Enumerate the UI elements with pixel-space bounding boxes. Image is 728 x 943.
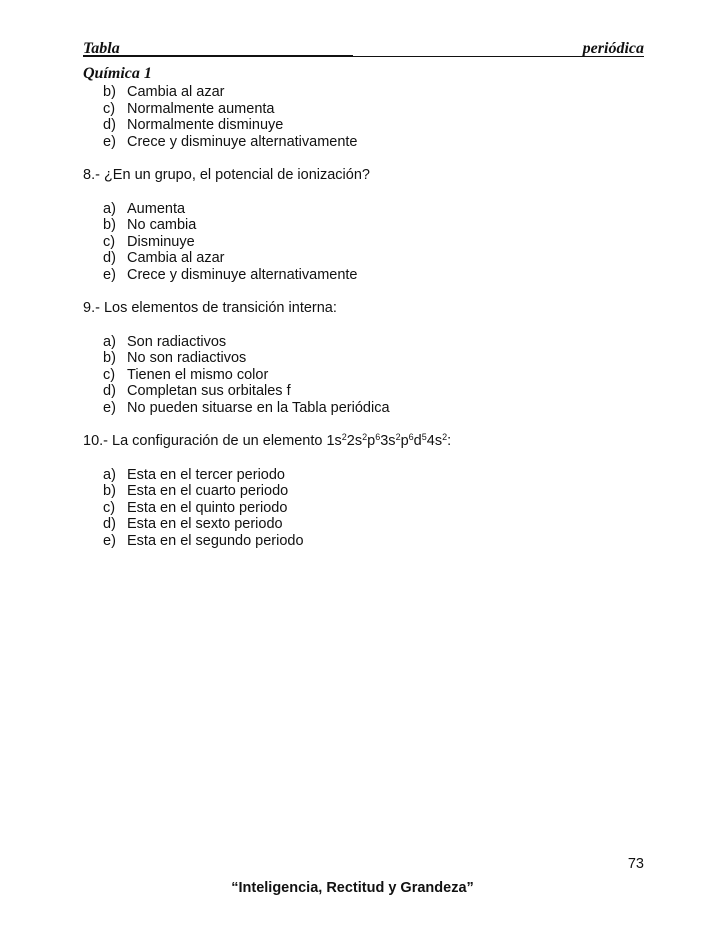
option-item [103, 217, 643, 234]
question-10-prefix: 10.- La configuración de un elemento [83, 433, 327, 449]
option-letter: e) [103, 266, 116, 283]
question-8: 8.- ¿En un grupo, el potencial de ionización? [83, 167, 370, 183]
option-text: Esta en el quinto periodo [127, 499, 288, 516]
config-term: 3s [380, 433, 396, 449]
q7-options [83, 84, 643, 150]
option-letter: a) [103, 333, 116, 350]
option-letter: c) [103, 366, 116, 383]
option-item [103, 516, 643, 533]
option-letter: c) [103, 499, 116, 516]
config-exponent: 2 [395, 432, 401, 442]
option-text: Son radiactivos [127, 333, 227, 350]
option-item [103, 334, 643, 351]
option-item [103, 117, 643, 134]
option-text: Disminuye [127, 233, 195, 250]
q10-options [83, 467, 643, 550]
option-item [103, 234, 643, 251]
config-exponent: 6 [375, 432, 381, 442]
question-9: 9.- Los elementos de transición interna: [83, 300, 337, 316]
q8-options [83, 201, 643, 284]
option-item [103, 500, 643, 517]
option-item [103, 201, 643, 218]
option-letter: b) [103, 350, 116, 366]
option-letter: d) [103, 516, 116, 532]
config-exponent: 2 [442, 432, 448, 442]
option-letter: e) [103, 532, 116, 549]
header-subtitle: Química 1 [83, 65, 152, 82]
option-item [103, 400, 643, 417]
option-text: Tienen el mismo color [127, 366, 269, 383]
config-term: p [367, 433, 376, 449]
option-letter: a) [103, 200, 116, 217]
option-text: No cambia [127, 217, 197, 233]
header-title-right: periódica [582, 40, 644, 57]
option-text: Normalmente disminuye [127, 117, 284, 133]
config-exponent: 5 [421, 432, 427, 442]
option-letter: b) [103, 483, 116, 499]
config-exponent: 2 [362, 432, 368, 442]
option-item [103, 134, 643, 151]
config-term: 1s [326, 433, 342, 449]
option-text: Aumenta [127, 200, 186, 217]
config-term: 4s [426, 433, 443, 449]
option-item [103, 84, 643, 101]
config-exponent: 2 [341, 432, 347, 442]
option-text: Esta en el cuarto periodo [127, 483, 289, 499]
config-term: p [400, 433, 409, 449]
header-title-left: Tabla [83, 40, 120, 57]
option-item [103, 383, 643, 400]
option-letter: c) [103, 100, 116, 117]
option-letter: d) [103, 250, 116, 266]
option-item [103, 101, 643, 118]
footer-motto: “Inteligencia, Rectitud y Grandeza” [231, 880, 474, 896]
option-item [103, 467, 643, 484]
document-body [83, 84, 643, 549]
option-text: No pueden situarse en la Tabla periódica [127, 399, 390, 416]
option-text: Cambia al azar [127, 250, 225, 266]
option-text: Esta en el tercer periodo [127, 466, 285, 483]
q9-options [83, 334, 643, 417]
option-text: Cambia al azar [127, 84, 225, 100]
option-item [103, 267, 643, 284]
config-term: d [413, 433, 422, 449]
option-letter: a) [103, 466, 116, 483]
question-10-suffix: : [447, 433, 452, 449]
option-item [103, 483, 643, 500]
option-text: Esta en el sexto periodo [127, 516, 283, 532]
option-letter: b) [103, 217, 116, 233]
option-item [103, 250, 643, 267]
electron-configuration [326, 433, 447, 449]
option-letter: e) [103, 399, 116, 416]
option-text: Crece y disminuye alternativamente [127, 133, 358, 150]
option-letter: e) [103, 133, 116, 150]
option-letter: c) [103, 233, 116, 250]
option-item [103, 533, 643, 550]
option-letter: b) [103, 84, 116, 100]
page-number: 73 [627, 856, 644, 872]
config-exponent: 6 [408, 432, 414, 442]
option-item [103, 350, 643, 367]
option-letter: d) [103, 117, 116, 133]
question-10 [83, 433, 643, 450]
option-item [103, 367, 643, 384]
header-rule-accent [83, 55, 353, 57]
option-text: Completan sus orbitales f [127, 383, 291, 399]
option-text: No son radiactivos [127, 350, 247, 366]
option-text: Crece y disminuye alternativamente [127, 266, 358, 283]
option-text: Esta en el segundo periodo [127, 532, 304, 549]
config-term: 2s [346, 433, 363, 449]
option-text: Normalmente aumenta [127, 100, 275, 117]
option-letter: d) [103, 383, 116, 399]
